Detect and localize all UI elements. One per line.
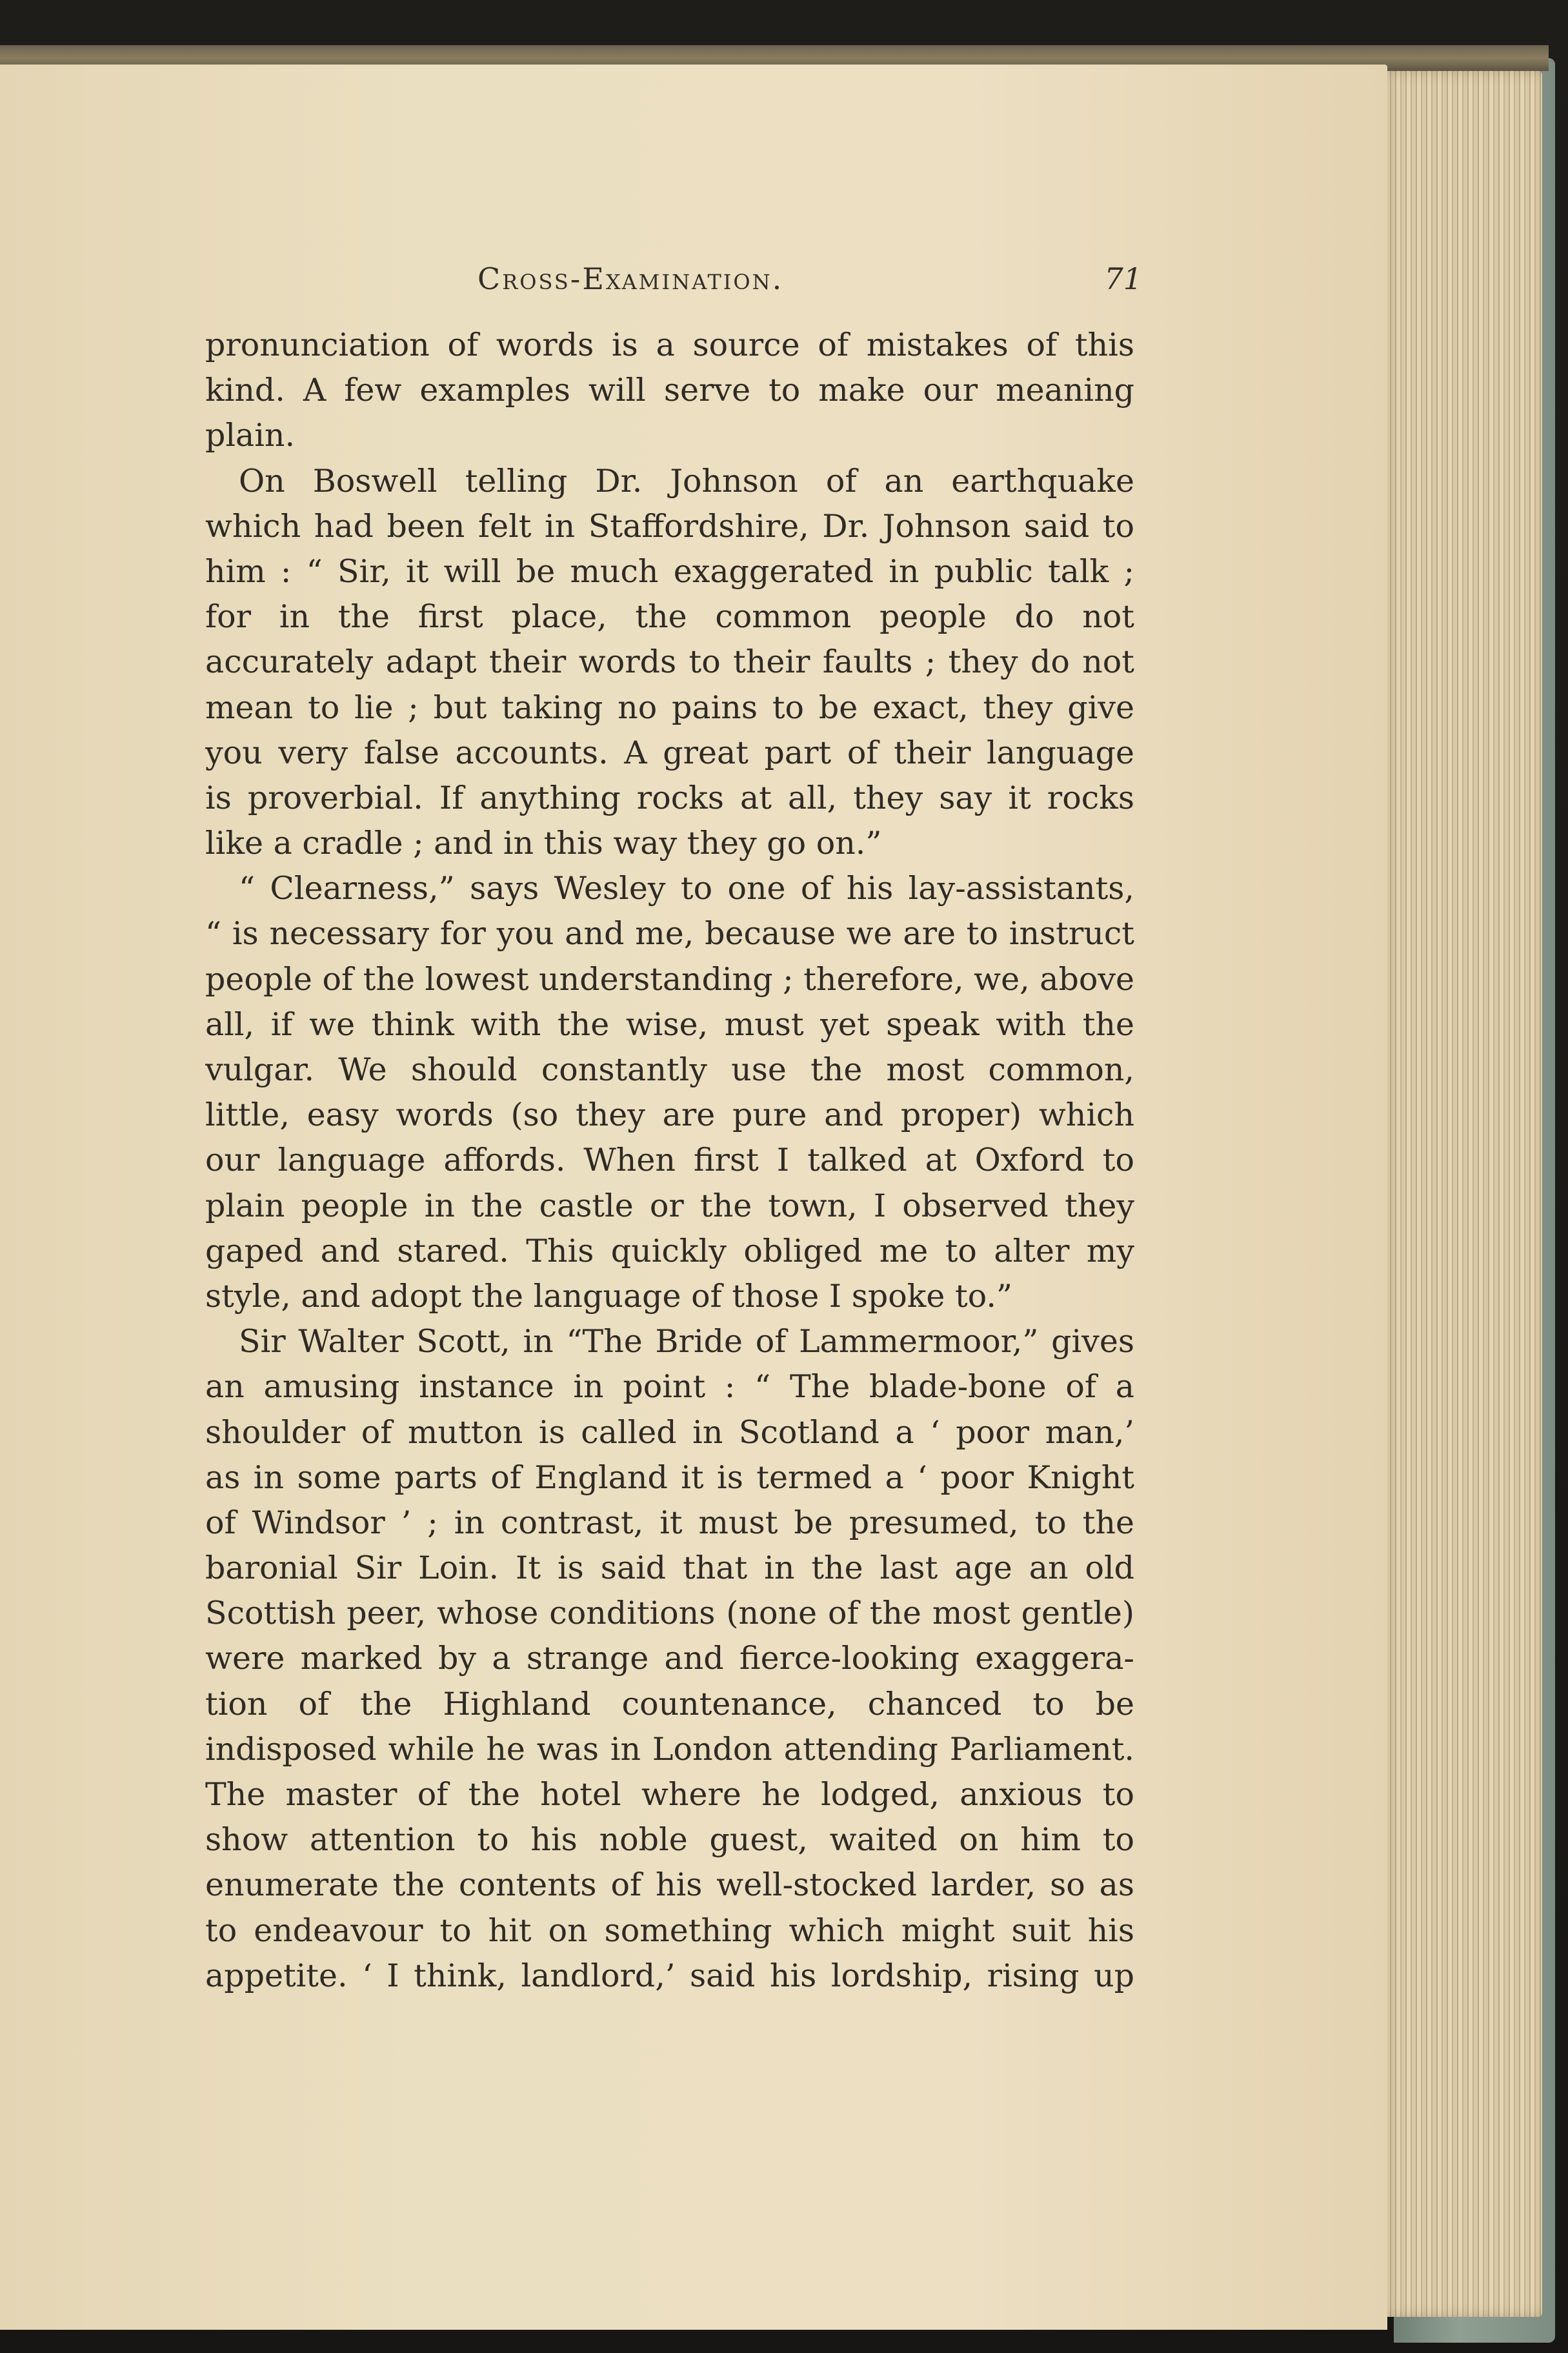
text-line: as in some parts of England it is termed a ‘ poor Knight — [205, 1459, 1134, 1496]
text-line: mean to lie ; but taking no pains to be exact, they give — [205, 689, 1134, 726]
text-line: little, easy words (so they are pure and proper) which — [205, 1096, 1134, 1134]
text-line: baronial Sir Loin. It is said that in the last age an old — [205, 1550, 1134, 1587]
text-line: him : “ Sir, it will be much exaggerated in public talk ; — [205, 552, 1134, 590]
text-line: indisposed while he was in London attending Parliament. — [205, 1730, 1134, 1768]
page-header — [477, 259, 1142, 298]
text-line: kind. A few examples will serve to make our meaning — [205, 372, 1134, 409]
text-line: is proverbial. If anything rocks at all, they say it rocks — [205, 779, 1134, 816]
text-line: plain people in the castle or the town, I observed they — [205, 1187, 1134, 1224]
text-line: of Windsor ’ ; in contrast, it must be presumed, to the — [205, 1504, 1134, 1541]
text-line: On Boswell telling Dr. Johnson of an earthquake — [239, 462, 1134, 500]
text-line: The master of the hotel where he lodged, anxious to — [205, 1776, 1134, 1813]
text-line: gaped and stared. This quickly obliged me to alter my — [205, 1232, 1134, 1269]
text-line: style, and adopt the language of those I spoke to.” — [205, 1277, 1012, 1315]
text-line: our language affords. When first I talked at Oxford to — [205, 1142, 1134, 1179]
text-line: plain. — [205, 417, 296, 454]
text-line: shoulder of mutton is called in Scotland a ‘ poor man,’ — [205, 1413, 1134, 1451]
text-line: show attention to his noble guest, waited on him to — [205, 1821, 1134, 1859]
text-line: which had been felt in Staffordshire, Dr. Johnson said to — [205, 507, 1134, 545]
text-line: accurately adapt their words to their faults ; they do not — [205, 643, 1134, 681]
text-line: pronunciation of words is a source of mistakes of this — [205, 327, 1134, 363]
running-head: Cross-Examination. — [477, 261, 784, 296]
text-line: were marked by a strange and fierce-looking exaggera- — [205, 1640, 1134, 1677]
text-line: appetite. ‘ I think, landlord,’ said his lordship, rising up — [205, 1957, 1134, 1994]
page-number: 71 — [1104, 261, 1142, 296]
text-line: all, if we think with the wise, must yet speak with the — [205, 1005, 1134, 1043]
text-line: enumerate the contents of his well-stocked larder, so as — [205, 1866, 1134, 1904]
page-fore-edge — [1381, 71, 1542, 2317]
text-line: tion of the Highland countenance, chanced to be — [205, 1685, 1134, 1722]
text-line: vulgar. We should constantly use the most common, — [205, 1051, 1134, 1088]
body-text — [205, 323, 1134, 1999]
text-line: to endeavour to hit on something which might suit his — [205, 1912, 1134, 1949]
text-line: like a cradle ; and in this way they go on.” — [205, 825, 882, 862]
text-line: an amusing instance in point : “ The blade-bone of a — [205, 1368, 1134, 1406]
text-line: Sir Walter Scott, in “The Bride of Lammermoor,” gives — [239, 1323, 1134, 1360]
text-line: you very false accounts. A great part of their language — [205, 734, 1134, 771]
text-line: people of the lowest understanding ; therefore, we, above — [205, 960, 1134, 998]
text-line: for in the first place, the common people do not — [205, 598, 1134, 636]
text-line: Scottish peer, whose conditions (none of the most gentle) — [205, 1595, 1134, 1632]
text-line: “ Clearness,” says Wesley to one of his lay-assistants, — [239, 870, 1134, 907]
text-line: “ is necessary for you and me, because we are to instruct — [205, 915, 1134, 953]
